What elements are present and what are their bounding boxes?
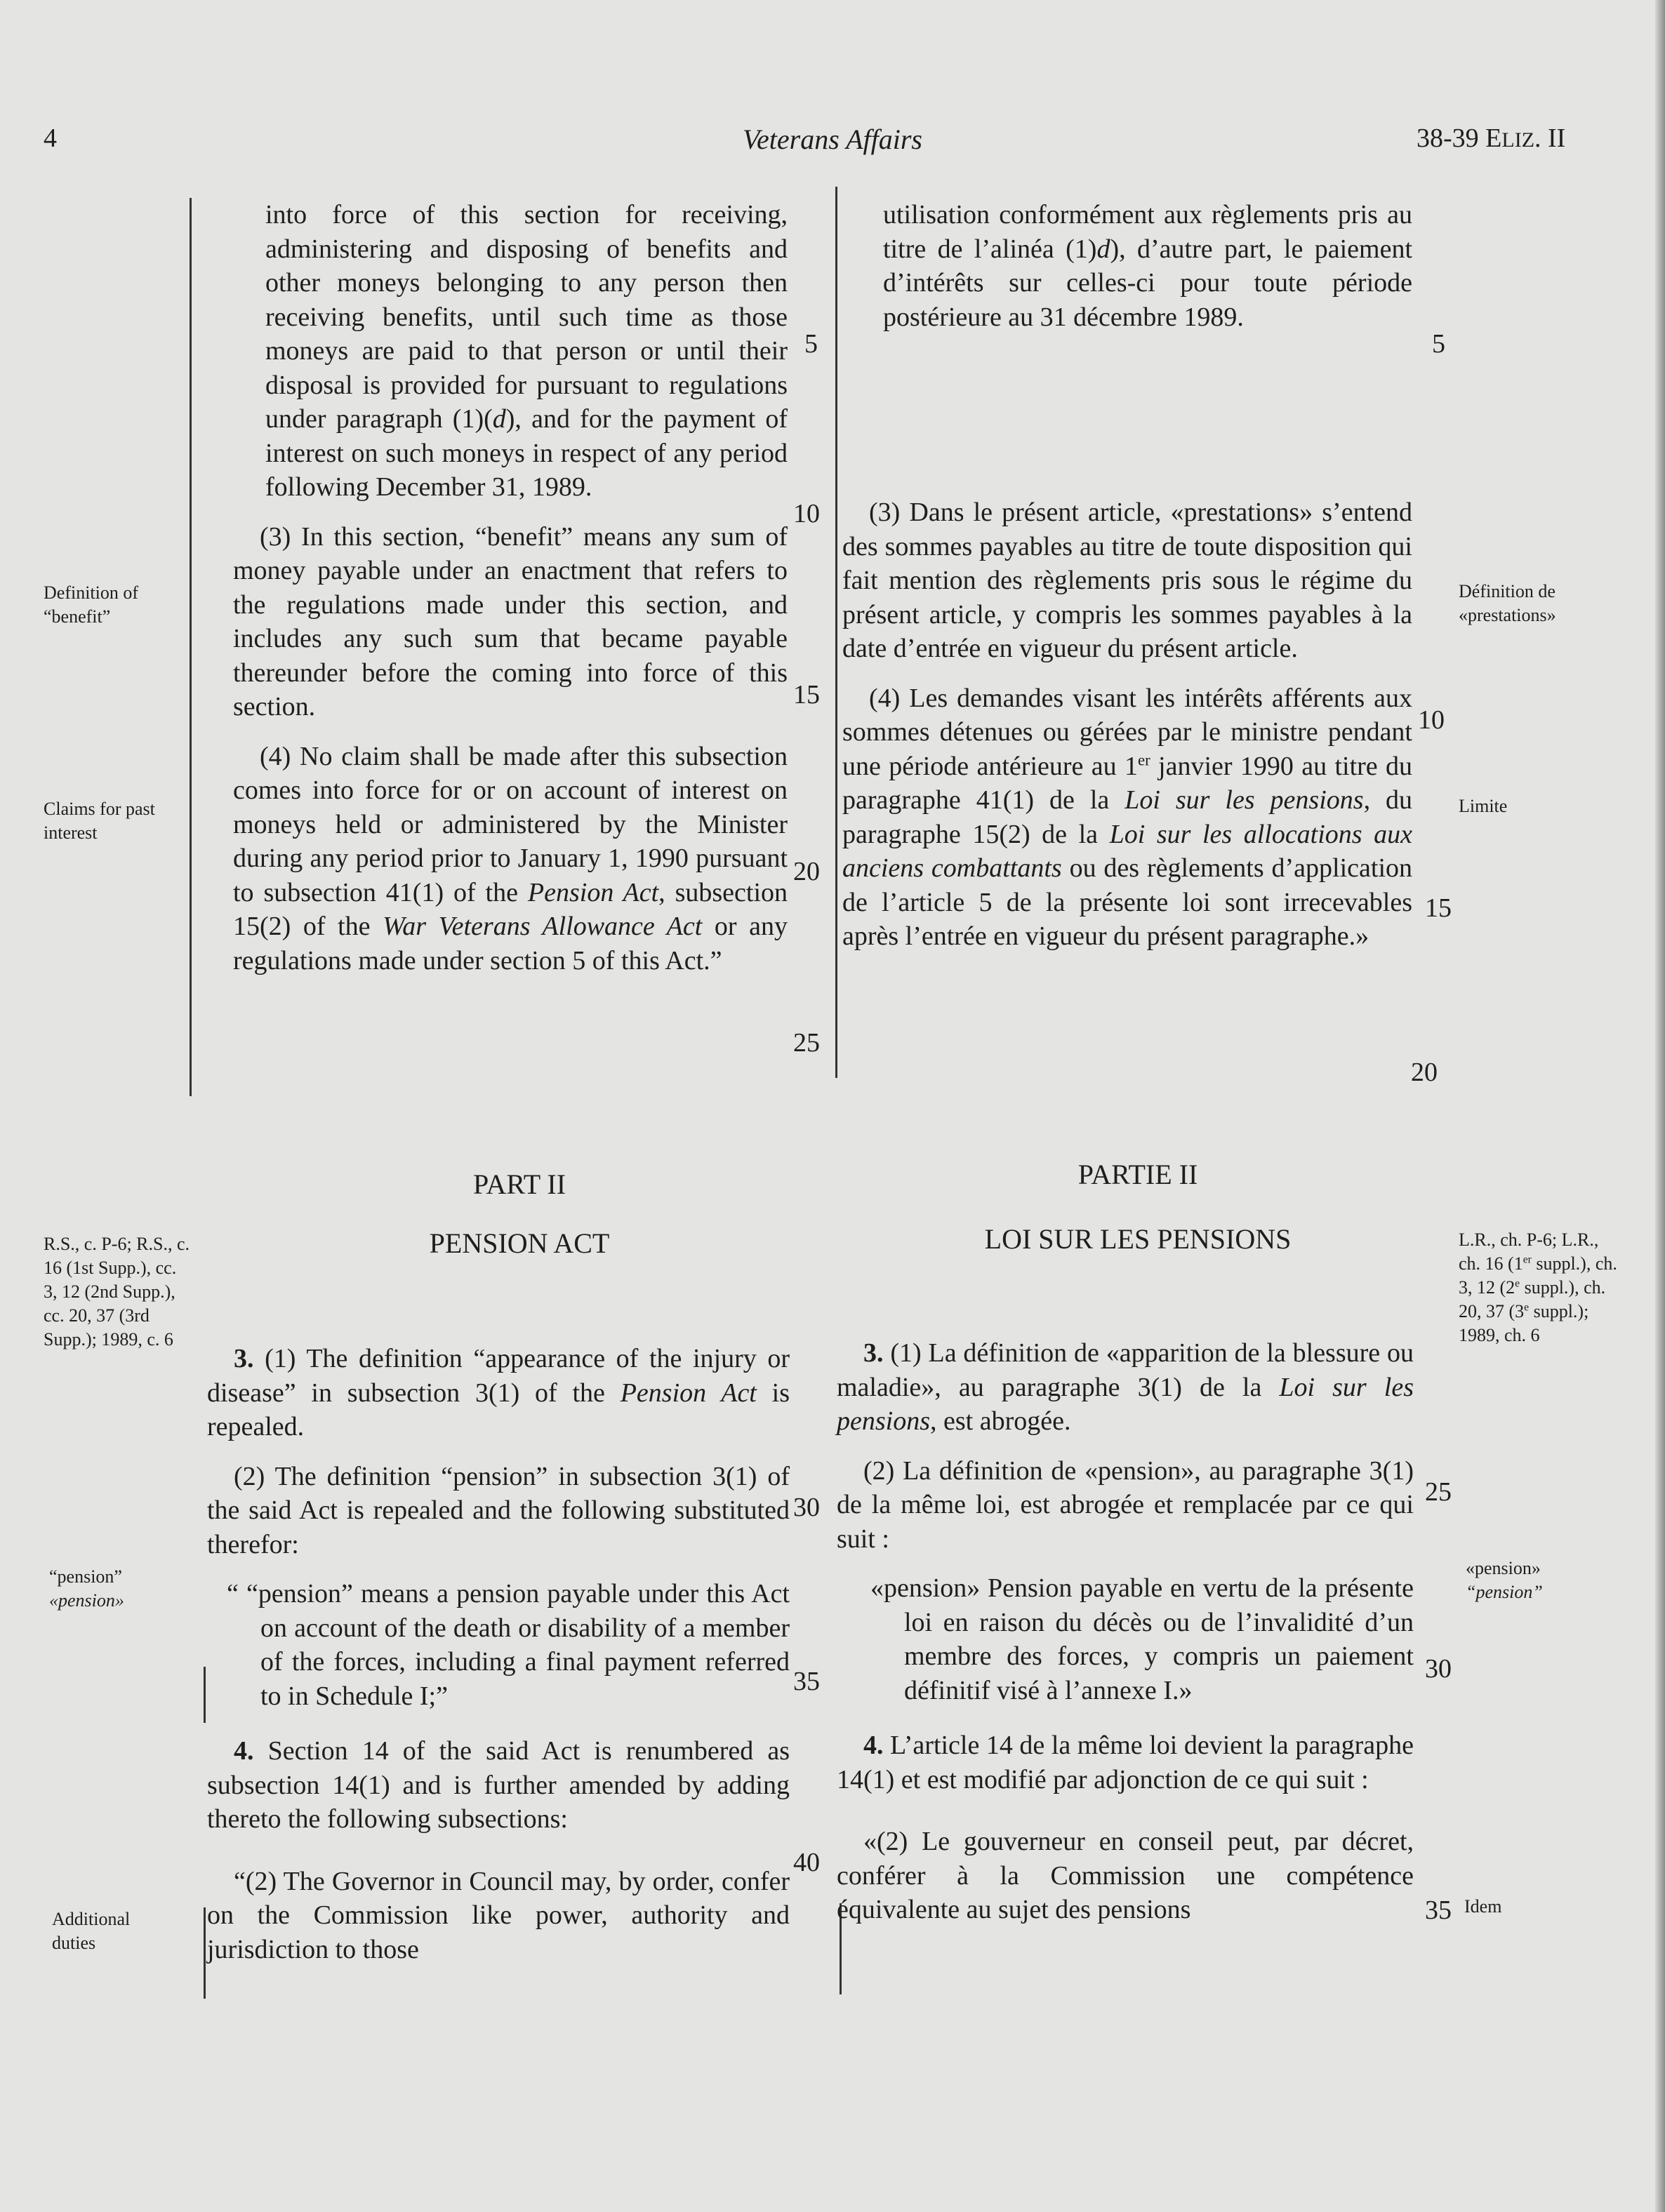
margin-note-definition-prestations: Définition de «prestations» [1459,581,1556,625]
line-number-fr-10: 10 [1418,705,1445,735]
change-bar-left-3 [204,1907,206,1999]
english-column-bottom [207,1342,790,1966]
margin-note-lr: L.R., ch. P-6; L.R., ch. 16 (1er suppl.), ch. 3, 12 (2e suppl.), ch. 20, 37 (3e suppl.); 1989, ch. 6 [1459,1230,1617,1345]
session-prefix: 38-39 E [1417,124,1502,153]
margin-note-definition-benefit: Definition of “benefit” [44,582,139,627]
margin-note-limite: Limite [1459,796,1508,816]
line-number-fr-5: 5 [1432,329,1445,359]
line-number-fr-20: 20 [1411,1058,1438,1087]
french-act-heading: LOI SUR LES PENSIONS [984,1223,1292,1255]
margin-note-idem: Idem [1464,1896,1502,1917]
change-bar-center-1 [835,187,837,1078]
french-paragraph-prestations: (3) Dans le présent article, «prestations» s’entend des sommes payables au titre de toute disposition qui fait mention des règlements pris sous le régime du présent article, y compris les sommes payables à la date d’entrée en vigueur du présent article. [842,498,1412,663]
session-suffix: . II [1534,124,1566,153]
line-number-fr-35: 35 [1425,1895,1452,1925]
french-definition-pension: «pension» Pension payable en vertu de la présente loi en raison du décès ou de l’invalidité d’un membre des forces, y compris un paiement définitif visé à l’annexe I.» [870,1573,1414,1705]
french-column-top [842,198,1412,954]
french-section-3-1: 3. (1) La définition de «apparition de la blessure ou maladie», au paragraphe 3(1) de la Loi sur les pensions, est abrogée. [837,1338,1414,1436]
line-number-en-5: 5 [804,329,818,359]
english-section-4: 4. Section 14 of the said Act is renumbered as subsection 14(1) and is further amended by adding thereto the following subsections: [207,1736,790,1834]
margin-note-pension-fr: «pension» “pension” [1466,1558,1543,1602]
english-section-3-1: 3. (1) The definition “appearance of the injury or disease” in subsection 3(1) of the Pension Act is repealed. [207,1344,790,1441]
english-paragraph-benefit: (3) In this section, “benefit” means any sum of money payable under an enactment that refers to the regulations made under this section, and includes any such sum that became payable thereunder before the coming into force of this section. [233,521,788,721]
line-number-en-35: 35 [793,1667,820,1696]
session-label [1417,123,1565,154]
english-column-top [233,198,788,978]
margin-note-claims-interest: Claims for past interest [44,799,155,843]
french-paragraph-1: utilisation conformément aux règlements pris au titre de l’alinéa (1)d), d’autre part, le paiement d’intérêts sur celles-ci pour toute période postérieure au 31 décembre 1989. [883,200,1413,332]
line-number-en-10: 10 [793,499,820,528]
english-definition-pension: “ “pension” means a pension payable under this Act on account of the death or disability of a member of the forces, including a final payment referred to in Schedule I;” [227,1579,790,1711]
english-paragraph-claims: (4) No claim shall be made after this subsection comes into force for or on account of interest on moneys held or administered by the Minister during any period prior to January 1, 1990 pursuant to subsection 41(1) of the Pension Act, subsection 15(2) of the War Veterans Allowance Act or any regulations made under section 5 of this Act.” [233,741,788,975]
line-number-en-15: 15 [793,680,820,709]
french-section-4-2: «(2) Le gouverneur en conseil peut, par décret, conférer à la Commission une compétence équivalente au sujet des pensions [837,1827,1414,1924]
change-bar-left-2 [204,1667,206,1723]
line-number-en-20: 20 [793,857,820,886]
english-section-3-2: (2) The definition “pension” in subsection 3(1) of the said Act is repealed and the following substituted therefor: [207,1461,790,1559]
line-number-fr-15: 15 [1425,893,1452,923]
margin-note-additional-duties: Additional duties [52,1909,131,1953]
line-number-en-25: 25 [793,1028,820,1058]
running-title [0,123,1665,156]
page-edge-shadow [1655,0,1665,2212]
english-part-heading: PART II [472,1168,566,1200]
line-number-fr-30: 30 [1425,1654,1452,1684]
french-section-3-2: (2) La définition de «pension», au paragraphe 3(1) de la même loi, est abrogée et remplacée par ce qui suit : [837,1455,1414,1554]
change-bar-left-1 [190,198,192,1096]
french-section-4: 4. L’article 14 de la même loi devient la paragraphe 14(1) et est modifié par adjonction de ce qui suit : [837,1731,1414,1794]
english-section-4-2: “(2) The Governor in Council may, by order, confer on the Commission like power, authority and jurisdiction to those [207,1866,790,1964]
english-paragraph-1: into force of this section for receiving, administering and disposing of benefits and other moneys belonging to any person then receiving benefits, until such time as those moneys are paid to that person or until their disposal is provided for pursuant to regulations under paragraph (1)(d), and for the payment of interest on such moneys in respect of any period following December 31, 1989. [265,200,788,502]
english-act-heading: PENSION ACT [429,1227,610,1259]
margin-note-rs: R.S., c. P-6; R.S., c. 16 (1st Supp.), cc. 3, 12 (2nd Supp.), cc. 20, 37 (3rd Supp.); 1989, c. 6 [44,1234,190,1350]
line-number-en-40: 40 [793,1848,820,1877]
margin-note-pension-en: “pension” «pension» [49,1566,124,1611]
french-column-bottom [837,1336,1414,1927]
page-number: 4 [44,124,57,153]
french-part-heading: PARTIE II [1077,1159,1198,1190]
french-paragraph-limite: (4) Les demandes visant les intérêts afférents aux sommes détenues ou gérées par le ministre pendant une période antérieure au 1er janvier 1990 au titre du paragraphe 41(1) de la Loi sur les pensions, du paragraphe 15(2) de la Loi sur les allocations aux anciens combattants ou des règlements d’application de l’article 5 de la présente loi sont irrecevables après l’entrée en vigueur du présent paragraphe.» [842,683,1413,951]
line-number-fr-25: 25 [1425,1477,1452,1507]
session-smallcaps: LIZ [1501,128,1535,152]
line-number-en-30: 30 [793,1493,820,1522]
running-title-text: Veterans Affairs [743,124,922,155]
